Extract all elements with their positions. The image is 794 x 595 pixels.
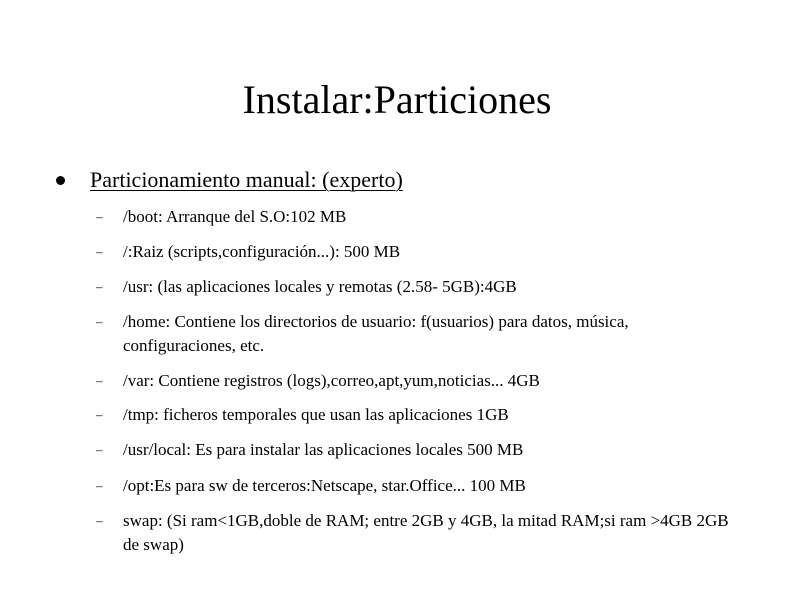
dash-icon: –: [96, 314, 103, 329]
dash-icon: –: [96, 373, 103, 388]
dash-icon: –: [96, 513, 103, 528]
dash-icon: –: [96, 407, 103, 422]
sub-item-text: /boot: Arranque del S.O:102 MB: [123, 207, 347, 226]
dash-icon: –: [96, 279, 103, 294]
main-bullet-text: Particionamiento manual: (experto): [90, 167, 403, 192]
bullet-dot-icon: [56, 176, 65, 185]
sub-item-text: /usr/local: Es para instalar las aplicaciones locales 500 MB: [123, 440, 524, 459]
dash-icon: –: [96, 442, 103, 457]
dash-icon: –: [96, 478, 103, 493]
sub-item-text: swap: (Si ram<1GB,doble de RAM; entre 2GB y 4GB, la mitad RAM;si ram >4GB 2GB de swap): [123, 511, 729, 554]
dash-icon: –: [96, 209, 103, 224]
sub-item-text: /usr: (las aplicaciones locales y remotas (2.58- 5GB):4GB: [123, 277, 517, 296]
sub-item-text: /var: Contiene registros (logs),correo,apt,yum,noticias... 4GB: [123, 371, 540, 390]
dash-icon: –: [96, 244, 103, 259]
slide-title: Instalar:Particiones: [242, 77, 552, 122]
sub-item-text: /:Raiz (scripts,configuración...): 500 MB: [123, 242, 401, 261]
sub-item-text: /tmp: ficheros temporales que usan las aplicaciones 1GB: [123, 405, 509, 424]
sub-item-text: /home: Contiene los directorios de usuario: f(usuarios) para datos, música, configuraciones, etc.: [123, 312, 629, 355]
sub-item-text: /opt:Es para sw de terceros:Netscape, star.Office... 100 MB: [123, 476, 526, 495]
